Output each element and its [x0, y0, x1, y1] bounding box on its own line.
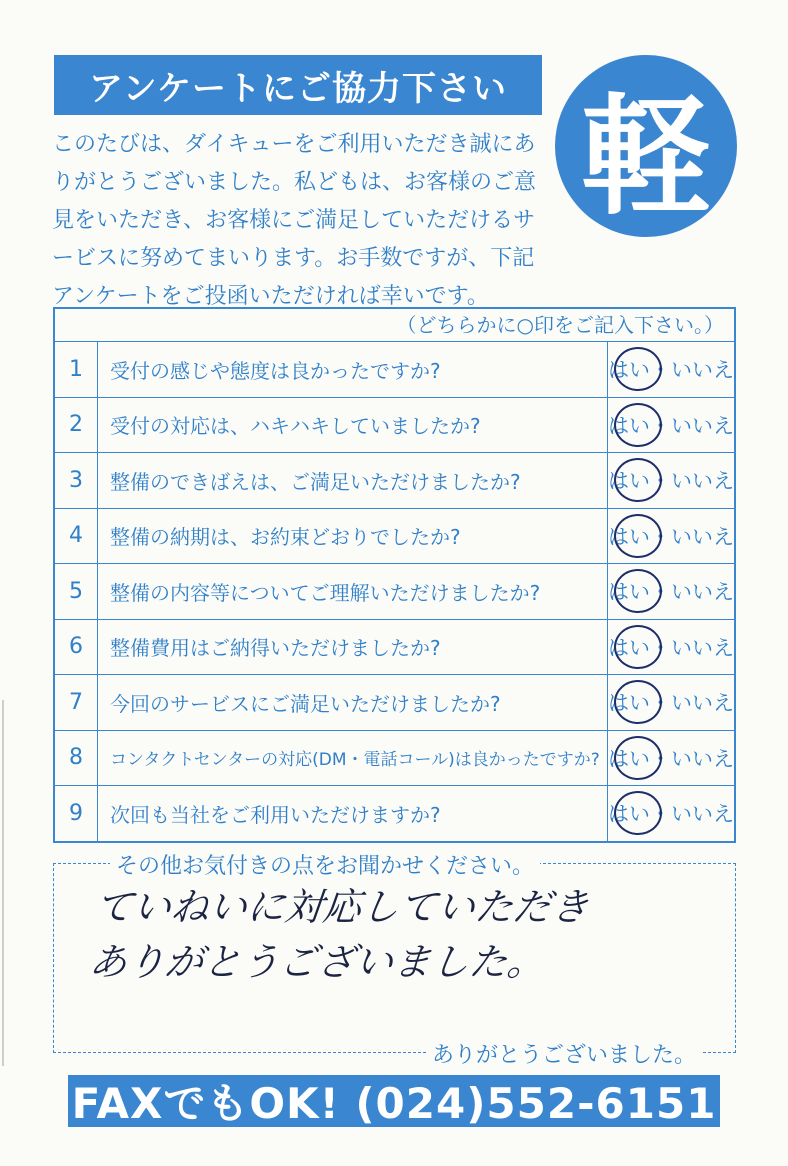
- answer-circle-mark: [614, 514, 662, 558]
- survey-table: [53, 307, 736, 843]
- fax-banner: FAXでもOK! (024)552-6151: [68, 1075, 720, 1127]
- question-number: 5: [55, 564, 98, 619]
- answer-label: はい・いいえ: [608, 358, 734, 383]
- question-text: 今回のサービスにご満足いただけましたか?: [98, 675, 608, 730]
- question-text: 次回も当社をご利用いただけますか?: [98, 786, 608, 841]
- answer-label: はい・いいえ: [608, 469, 734, 494]
- question-text: 整備のできばえは、ご満足いただけましたか?: [98, 453, 608, 508]
- kanji-badge: 軽: [555, 55, 737, 237]
- question-number: 4: [55, 509, 98, 564]
- question-text: 受付の感じや態度は良かったですか?: [98, 342, 608, 397]
- question-text: 整備の納期は、お約束どおりでしたか?: [98, 509, 608, 564]
- handwritten-line: ありがとうございました。: [86, 940, 548, 984]
- handwritten-comment: [86, 880, 698, 990]
- question-text: コンタクトセンターの対応(DM・電話コール)は良かったですか?: [98, 731, 608, 786]
- question-text: 整備費用はご納得いただけましたか?: [98, 620, 608, 675]
- question-number: 2: [55, 398, 98, 453]
- question-number: 8: [55, 731, 98, 786]
- answer-label: はい・いいえ: [608, 746, 734, 771]
- question-number: 3: [55, 453, 98, 508]
- question-number: 6: [55, 620, 98, 675]
- answer-circle-mark: [614, 403, 662, 447]
- paper-edge: [2, 700, 4, 1066]
- answer-label: はい・いいえ: [608, 802, 734, 827]
- answer-label: はい・いいえ: [608, 691, 734, 716]
- answer-circle-mark: [614, 569, 662, 613]
- question-row: [55, 564, 734, 620]
- answer-choice[interactable]: [608, 453, 734, 508]
- answer-choice[interactable]: [608, 620, 734, 675]
- question-row: [55, 675, 734, 731]
- question-number: 7: [55, 675, 98, 730]
- thanks-text: ありがとうございました。: [426, 1038, 702, 1069]
- handwritten-line: ていねいに対応していただき: [92, 885, 592, 929]
- question-row: [55, 731, 734, 787]
- answer-circle-mark: [614, 791, 662, 835]
- question-row: [55, 398, 734, 454]
- answer-label: はい・いいえ: [608, 524, 734, 549]
- question-row: [55, 620, 734, 676]
- answer-label: はい・いいえ: [608, 580, 734, 605]
- question-row: [55, 786, 734, 841]
- answer-choice[interactable]: [608, 731, 734, 786]
- instruction-text: （どちらかに○印をご記入下さい。）: [55, 309, 734, 342]
- answer-choice[interactable]: [608, 342, 734, 397]
- intro-text: このたびは、ダイキューをご利用いただき誠にありがとうございました。私どもは、お客様のご意見をいただき、お客様にご満足していただけるサービスに努めてまいります。お手数ですが、下記アンケートをご投函いただければ幸いです。: [52, 132, 537, 309]
- answer-choice[interactable]: [608, 509, 734, 564]
- question-text: 受付の対応は、ハキハキしていましたか?: [98, 398, 608, 453]
- answer-choice[interactable]: [608, 675, 734, 730]
- answer-circle-mark: [614, 736, 662, 780]
- question-text: 整備の内容等についてご理解いただけましたか?: [98, 564, 608, 619]
- answer-choice[interactable]: [608, 398, 734, 453]
- answer-circle-mark: [614, 680, 662, 724]
- survey-title: アンケートにご協力下さい: [54, 55, 542, 115]
- answer-choice[interactable]: [608, 786, 734, 841]
- question-row: [55, 453, 734, 509]
- answer-circle-mark: [614, 347, 662, 391]
- answer-label: はい・いいえ: [608, 635, 734, 660]
- answer-choice[interactable]: [608, 564, 734, 619]
- question-number: 1: [55, 342, 98, 397]
- answer-circle-mark: [614, 458, 662, 502]
- question-number: 9: [55, 786, 98, 841]
- answer-circle-mark: [614, 625, 662, 669]
- question-row: [55, 342, 734, 398]
- answer-label: はい・いいえ: [608, 413, 734, 438]
- comment-label: その他お気付きの点をお聞かせください。: [110, 849, 540, 880]
- question-row: [55, 509, 734, 565]
